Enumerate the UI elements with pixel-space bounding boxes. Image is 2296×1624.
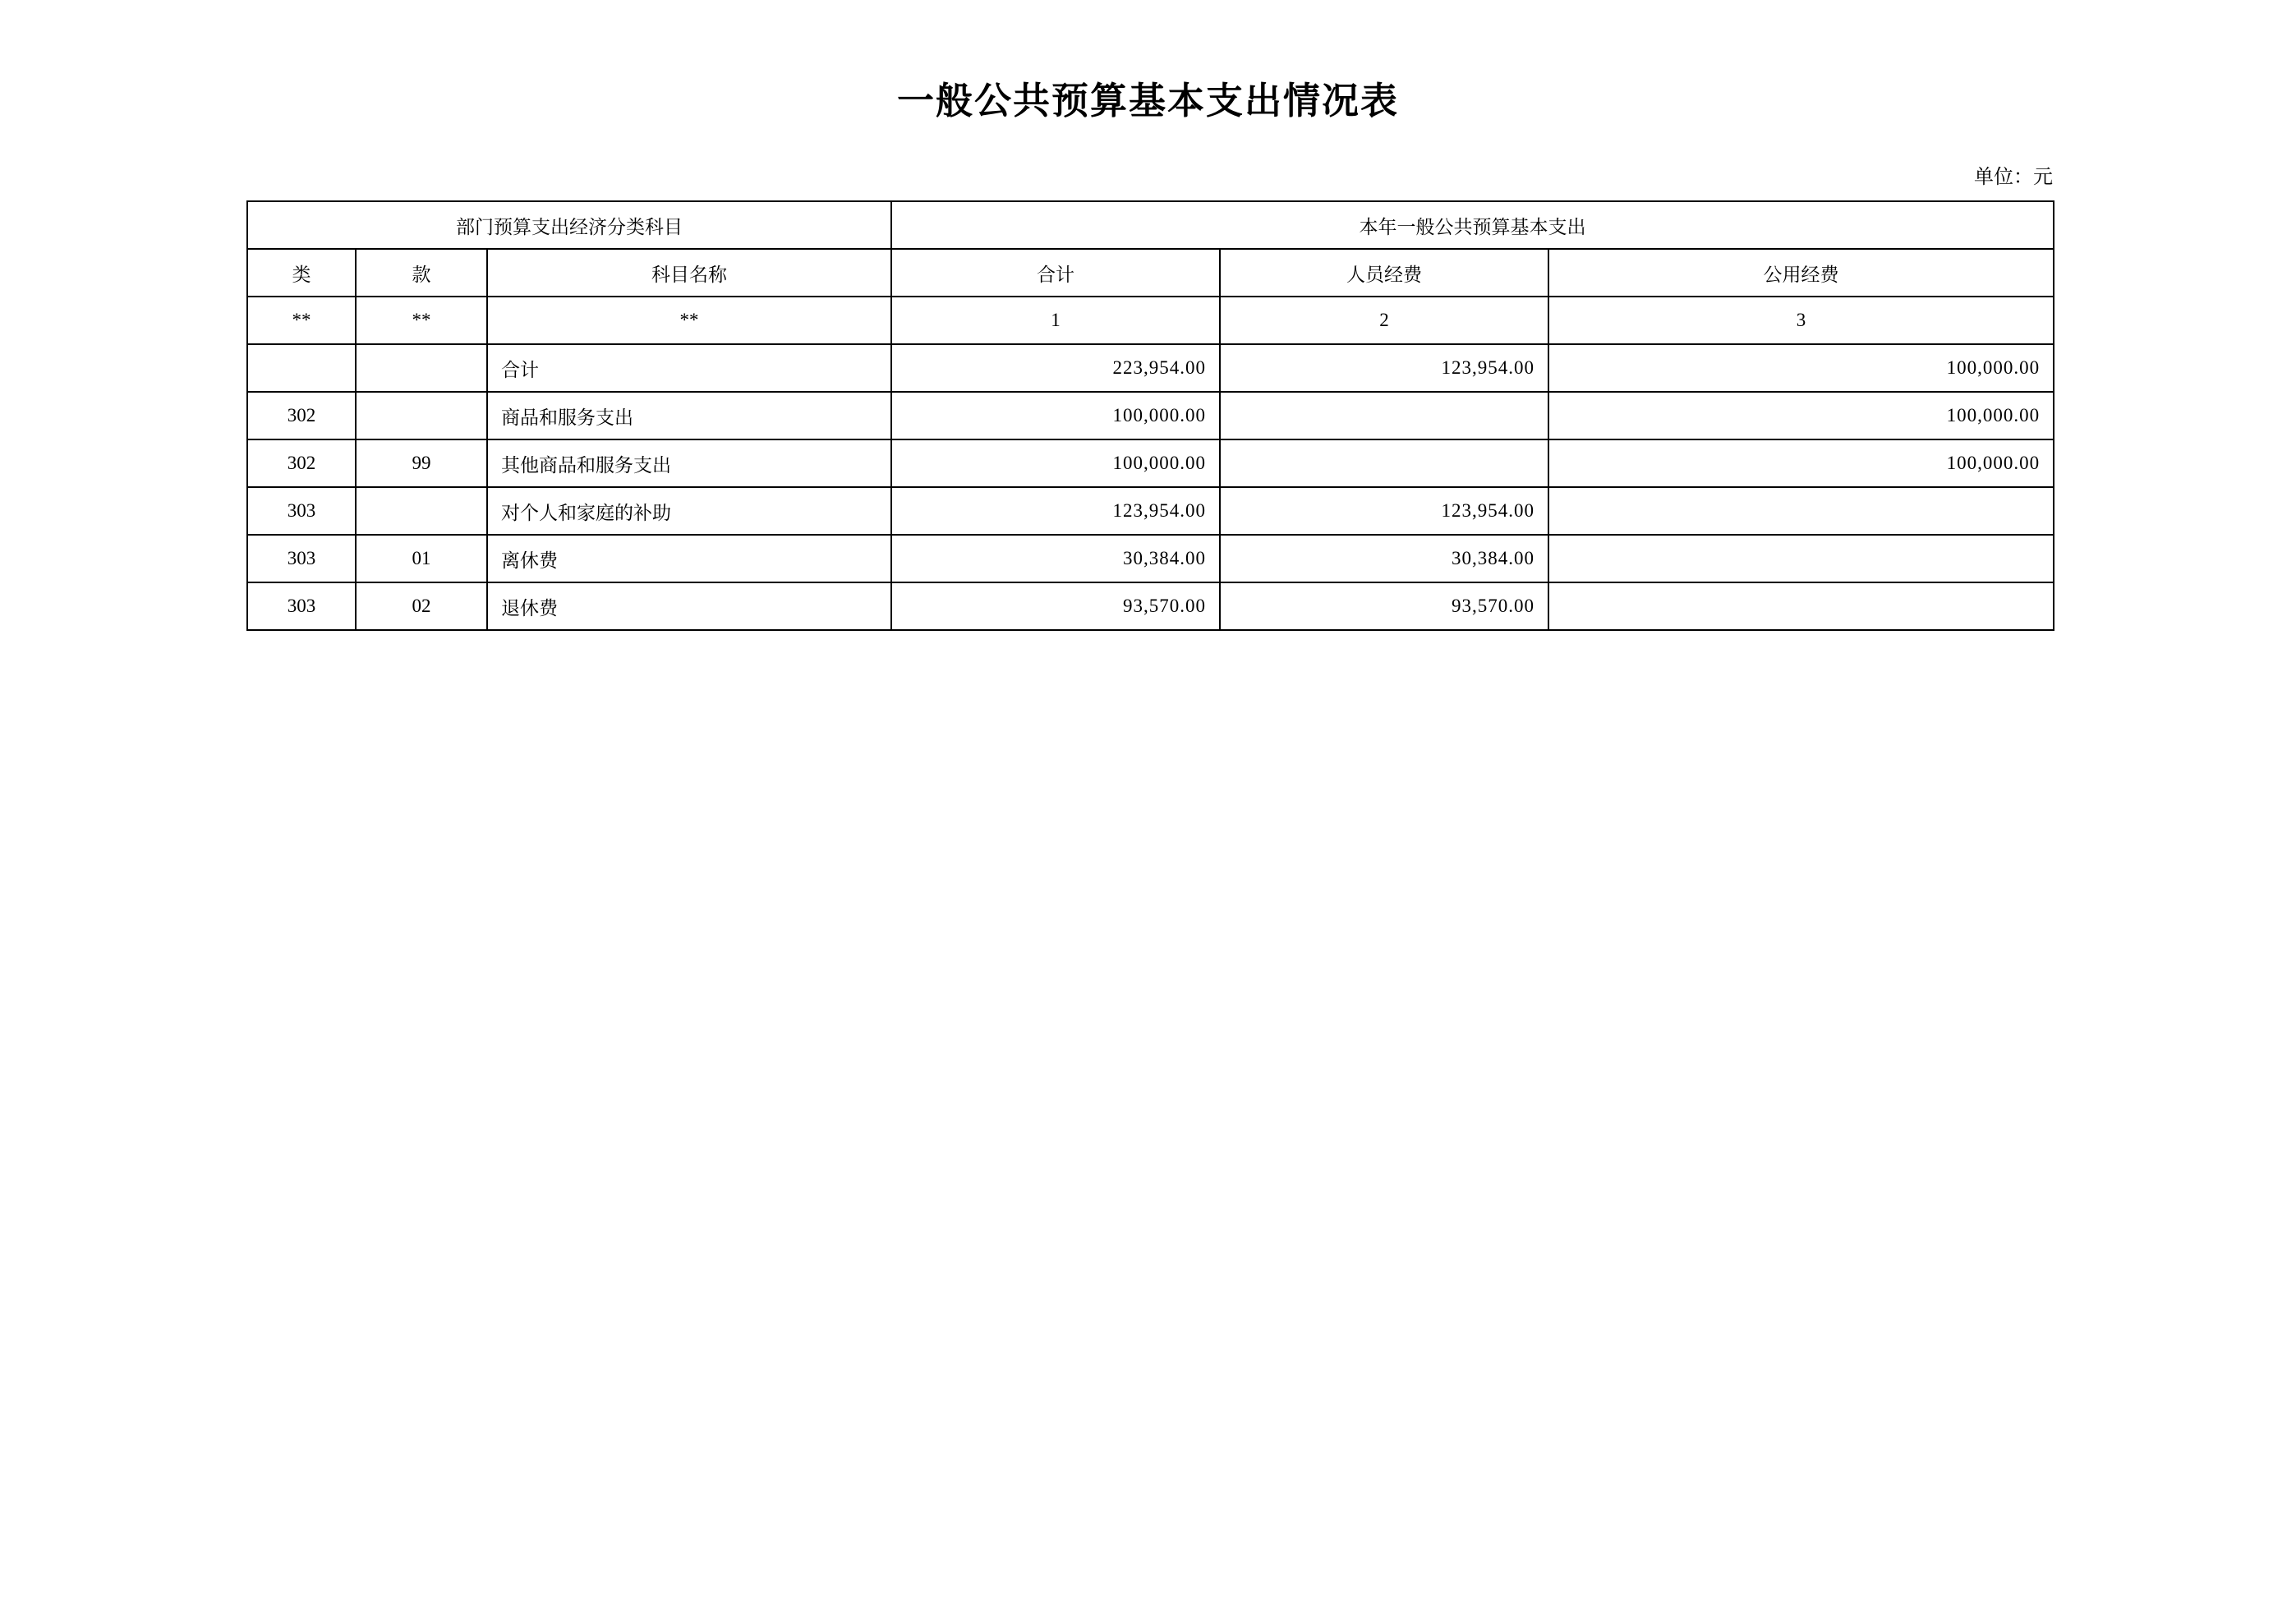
- cell-public: [1548, 535, 2054, 582]
- cell-subject-name: 对个人和家庭的补助: [487, 487, 891, 535]
- cell-subject-name: 退休费: [487, 582, 891, 630]
- cell-lei: 302: [247, 439, 356, 487]
- table-header: [247, 201, 2054, 344]
- cell-personnel: 30,384.00: [1220, 535, 1548, 582]
- table-column-header-row: [247, 249, 2054, 297]
- cell-total: 30,384.00: [891, 535, 1220, 582]
- table-column-number-row: [247, 297, 2054, 344]
- cell-personnel: [1220, 439, 1548, 487]
- cell-kuan: 99: [356, 439, 487, 487]
- budget-table-container: [0, 189, 2296, 631]
- cell-kuan: [356, 344, 487, 392]
- cell-lei: 303: [247, 535, 356, 582]
- cell-public: 100,000.00: [1548, 392, 2054, 439]
- cell-total: 123,954.00: [891, 487, 1220, 535]
- column-number-lei: **: [247, 297, 356, 344]
- cell-total: 100,000.00: [891, 439, 1220, 487]
- table-row: [247, 392, 2054, 439]
- cell-lei: 302: [247, 392, 356, 439]
- table-body: [247, 344, 2054, 630]
- table-row: [247, 487, 2054, 535]
- column-number-kuan: **: [356, 297, 487, 344]
- column-header-total: 合计: [891, 249, 1220, 297]
- table-row: [247, 582, 2054, 630]
- header-economic-classification: 部门预算支出经济分类科目: [247, 201, 891, 249]
- page-title: 一般公共预算基本支出情况表: [896, 80, 1399, 122]
- cell-lei: [247, 344, 356, 392]
- cell-public: [1548, 582, 2054, 630]
- column-header-personnel: 人员经费: [1220, 249, 1548, 297]
- column-header-kuan: 款: [356, 249, 487, 297]
- cell-personnel: 123,954.00: [1220, 344, 1548, 392]
- column-header-lei: 类: [247, 249, 356, 297]
- cell-personnel: [1220, 392, 1548, 439]
- unit-note: 单位：元: [1974, 167, 2053, 188]
- table-row: [247, 344, 2054, 392]
- cell-kuan: 01: [356, 535, 487, 582]
- header-current-year-expenditure: 本年一般公共预算基本支出: [891, 201, 2054, 249]
- cell-kuan: [356, 487, 487, 535]
- cell-subject-name: 商品和服务支出: [487, 392, 891, 439]
- table-row: [247, 439, 2054, 487]
- cell-total: 93,570.00: [891, 582, 1220, 630]
- cell-public: 100,000.00: [1548, 439, 2054, 487]
- cell-personnel: 123,954.00: [1220, 487, 1548, 535]
- cell-kuan: [356, 392, 487, 439]
- budget-table: [246, 200, 2054, 631]
- cell-public: [1548, 487, 2054, 535]
- cell-subject-name: 离休费: [487, 535, 891, 582]
- column-number-public: 3: [1548, 297, 2054, 344]
- column-number-subject-name: **: [487, 297, 891, 344]
- cell-subject-name: 合计: [487, 344, 891, 392]
- column-number-total: 1: [891, 297, 1220, 344]
- cell-total: 100,000.00: [891, 392, 1220, 439]
- cell-public: 100,000.00: [1548, 344, 2054, 392]
- cell-kuan: 02: [356, 582, 487, 630]
- cell-lei: 303: [247, 487, 356, 535]
- column-number-personnel: 2: [1220, 297, 1548, 344]
- table-group-header-row: [247, 201, 2054, 249]
- column-header-subject-name: 科目名称: [487, 249, 891, 297]
- table-row: [247, 535, 2054, 582]
- cell-lei: 303: [247, 582, 356, 630]
- cell-subject-name: 其他商品和服务支出: [487, 439, 891, 487]
- cell-personnel: 93,570.00: [1220, 582, 1548, 630]
- column-header-public: 公用经费: [1548, 249, 2054, 297]
- cell-total: 223,954.00: [891, 344, 1220, 392]
